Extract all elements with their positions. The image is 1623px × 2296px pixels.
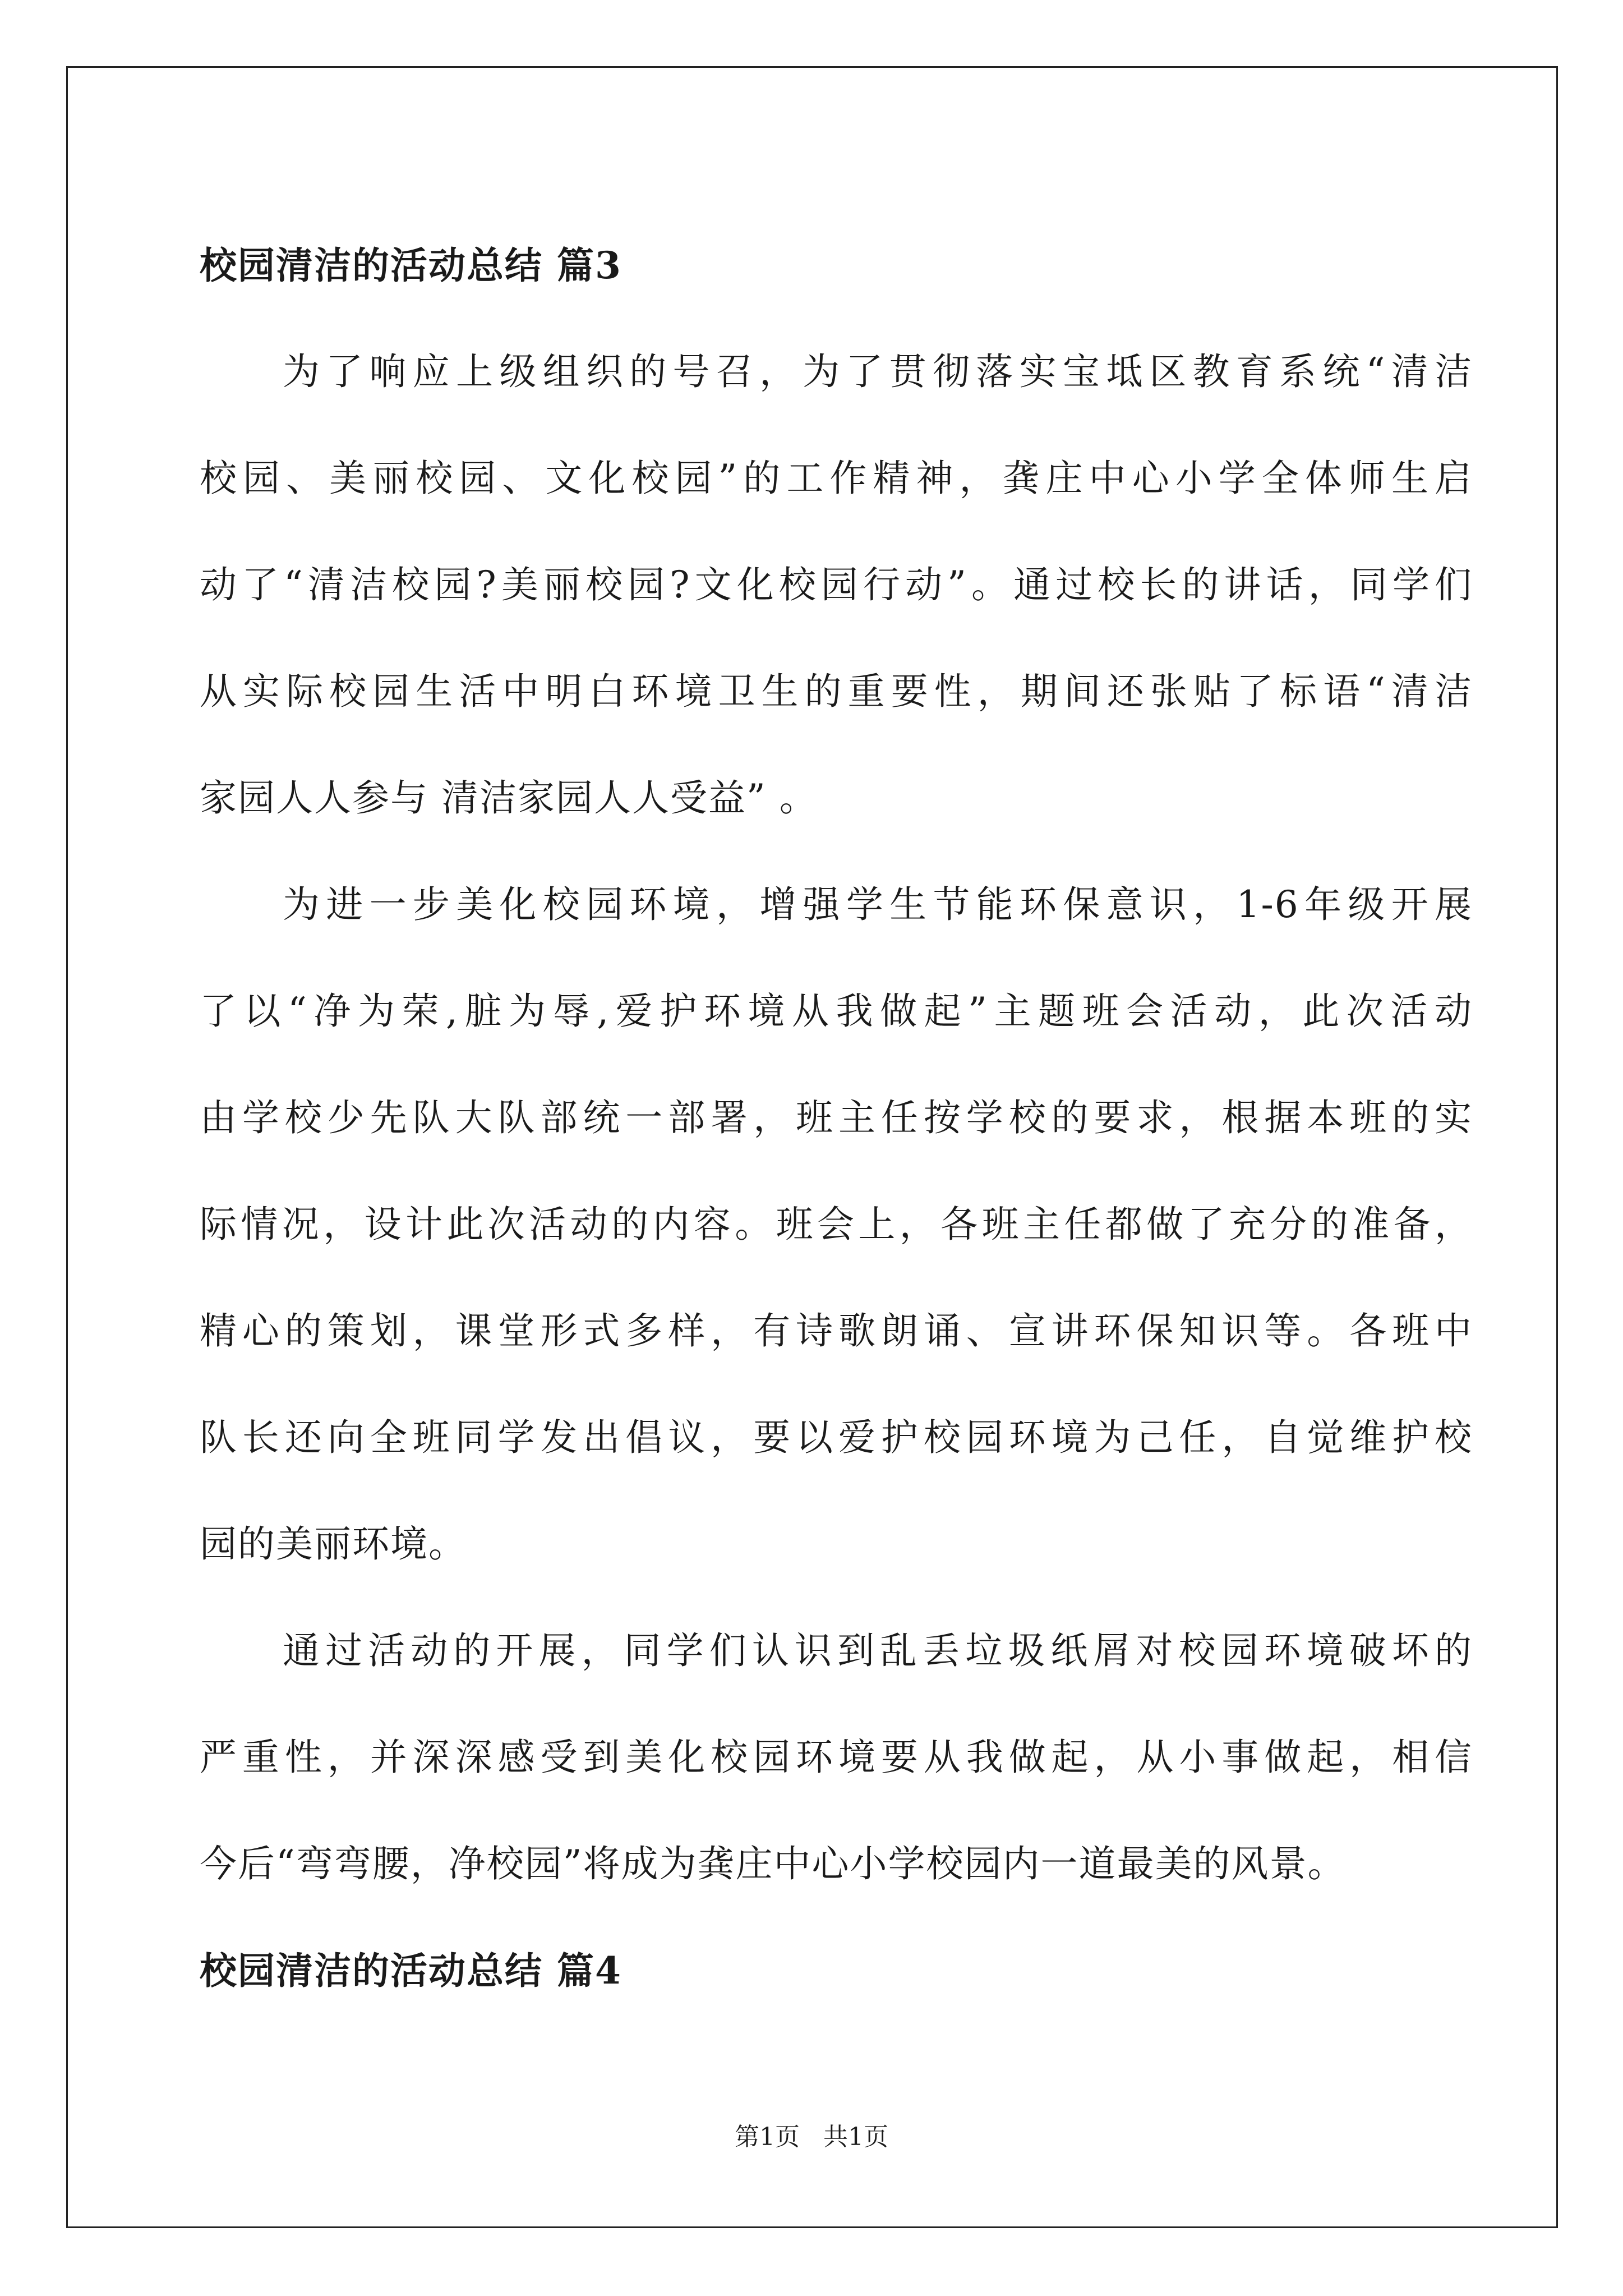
paragraph-3 xyxy=(200,1598,1473,1917)
paragraph-line: 了以“净为荣,脏为辱,爱护环境从我做起”主题班会活动，此次活动 xyxy=(200,990,1473,1033)
paragraph-line: 家园人人参与 清洁家园人人受益” 。 xyxy=(200,776,818,820)
paragraph-line: 际情况，设计此次活动的内容。班会上，各班主任都做了充分的准备， xyxy=(200,1203,1473,1246)
paragraph-line: 精心的策划，课堂形式多样，有诗歌朗诵、宣讲环保知识等。各班中 xyxy=(200,1309,1473,1352)
paragraph-line: 队长还向全班同学发出倡议，要以爱护校园环境为己任，自觉维护校 xyxy=(200,1416,1473,1459)
paragraph-line: 通过活动的开展，同学们认识到乱丢垃圾纸屑对校园环境破坏的 xyxy=(283,1629,1473,1672)
paragraph-line: 今后“弯弯腰，净校园”将成为龚庄中心小学校园内一道最美的风景。 xyxy=(200,1842,1346,1885)
paragraph-line: 动了“清洁校园?美丽校园?文化校园行动”。通过校长的讲话，同学们 xyxy=(200,563,1473,606)
paragraph-2 xyxy=(200,852,1473,1598)
section-heading-3: 校园清洁的活动总结 篇3 xyxy=(200,243,622,287)
page-footer: 第1页 共1页 xyxy=(735,2123,888,2151)
paragraph-line: 园的美丽环境。 xyxy=(200,1522,467,1566)
document-body xyxy=(200,212,1473,2024)
paragraph-line: 严重性，并深深感受到美化校园环境要从我做起，从小事做起，相信 xyxy=(200,1736,1473,1779)
paragraph-line: 为了响应上级组织的号召，为了贯彻落实宝坻区教育系统“清洁 xyxy=(283,350,1473,393)
paragraph-1 xyxy=(200,319,1473,852)
paragraph-line: 校园、美丽校园、文化校园”的工作精神，龚庄中心小学全体师生启 xyxy=(200,457,1473,500)
section-heading-4: 校园清洁的活动总结 篇4 xyxy=(200,1949,622,1993)
paragraph-line: 从实际校园生活中明白环境卫生的重要性，期间还张贴了标语“清洁 xyxy=(200,670,1473,713)
paragraph-line: 由学校少先队大队部统一部署，班主任按学校的要求，根据本班的实 xyxy=(200,1096,1473,1139)
paragraph-line: 为进一步美化校园环境，增强学生节能环保意识，1-6年级开展 xyxy=(283,883,1473,926)
